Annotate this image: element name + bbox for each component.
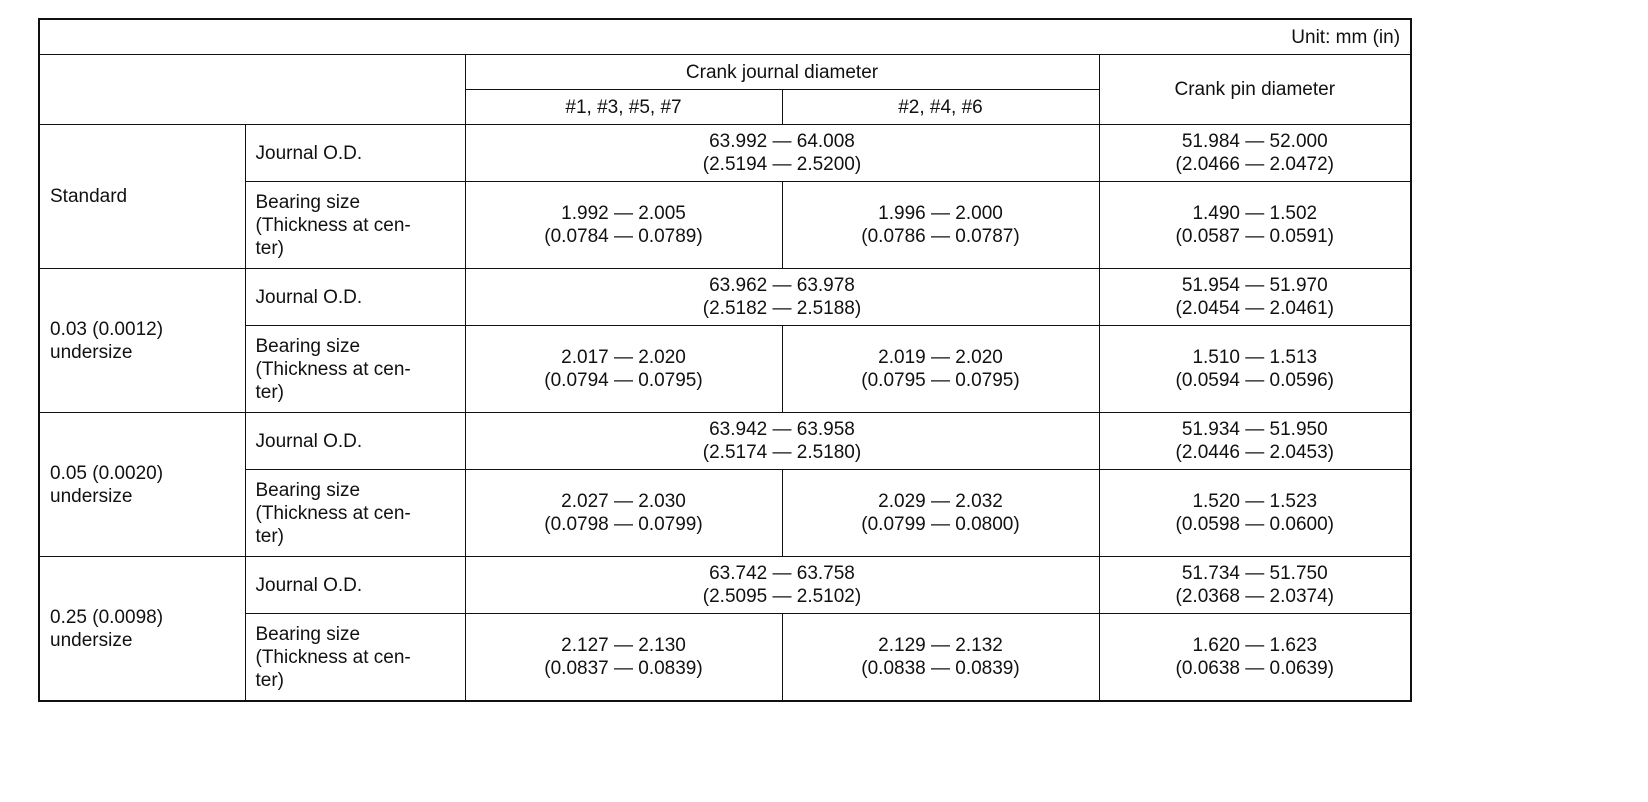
bearing-odd-value-line: (0.0794 — 0.0795) xyxy=(544,370,703,391)
header-row-1 xyxy=(39,55,1411,90)
bearing-even-value xyxy=(782,182,1099,269)
bearing-even-value-line: (0.0799 — 0.0800) xyxy=(861,514,1020,535)
journal-odd-header: #1, #3, #5, #7 xyxy=(465,90,782,125)
bearing-even-value-line: 2.029 — 2.032 xyxy=(878,491,1003,512)
bearing-even-value-line: 2.129 — 2.132 xyxy=(878,635,1003,656)
crank-pin-header: Crank pin diameter xyxy=(1099,55,1411,125)
bearing-even-value-line: (0.0838 — 0.0839) xyxy=(861,658,1020,679)
bearing-label-line: (Thickness at cen- xyxy=(255,214,411,236)
journal-od-value-line: (2.5182 — 2.5188) xyxy=(702,298,862,319)
bearing-odd-value-line: (0.0837 — 0.0839) xyxy=(544,658,703,679)
bearing-pin-value-line: 1.520 — 1.523 xyxy=(1192,491,1318,512)
bearing-label-line: ter) xyxy=(255,237,284,259)
pin-od-value xyxy=(1099,557,1411,614)
size-label-cell xyxy=(39,413,245,557)
bearing-even-value xyxy=(782,614,1099,702)
bearing-pin-value-line: 1.510 — 1.513 xyxy=(1192,347,1318,368)
bearing-size-label xyxy=(245,614,465,702)
journal-od-value-line: 63.742 — 63.758 xyxy=(709,563,855,584)
bearing-size-label xyxy=(245,326,465,413)
bearing-size-row xyxy=(39,182,1411,269)
pin-od-value xyxy=(1099,413,1411,470)
journal-od-value xyxy=(465,557,1099,614)
size-label-line: undersize xyxy=(50,629,133,651)
journal-od-value-line: (2.5194 — 2.5200) xyxy=(702,154,862,175)
pin-od-value-line: 51.734 — 51.750 xyxy=(1181,563,1328,584)
bearing-pin-value xyxy=(1099,326,1411,413)
journal-od-row xyxy=(39,557,1411,614)
bearing-pin-value-line: (0.0638 — 0.0639) xyxy=(1175,658,1334,679)
size-label-cell xyxy=(39,269,245,413)
bearing-odd-value-line: (0.0784 — 0.0789) xyxy=(544,226,703,247)
unit-label: Unit: mm (in) xyxy=(39,19,1411,55)
pin-od-value xyxy=(1099,125,1411,182)
bearing-label-line: ter) xyxy=(255,381,284,403)
bearing-label-line: Bearing size xyxy=(255,191,361,213)
journal-od-value-line: 63.962 — 63.978 xyxy=(709,275,855,296)
bearing-even-value-line: (0.0786 — 0.0787) xyxy=(861,226,1020,247)
journal-od-label: Journal O.D. xyxy=(245,557,465,614)
bearing-label-line: (Thickness at cen- xyxy=(255,502,411,524)
bearing-odd-value xyxy=(465,326,782,413)
journal-od-value-line: 63.942 — 63.958 xyxy=(709,419,855,440)
journal-even-header: #2, #4, #6 xyxy=(782,90,1099,125)
size-label-line: 0.03 (0.0012) xyxy=(50,318,164,340)
journal-od-label: Journal O.D. xyxy=(245,413,465,470)
bearing-odd-value-line: (0.0798 — 0.0799) xyxy=(544,514,703,535)
size-label-line: Standard xyxy=(50,186,128,207)
pin-od-value-line: (2.0446 — 2.0453) xyxy=(1175,442,1334,463)
bearing-label-line: (Thickness at cen- xyxy=(255,358,411,380)
bearing-even-value xyxy=(782,470,1099,557)
bearing-pin-value xyxy=(1099,470,1411,557)
bearing-label-line: Bearing size xyxy=(255,479,361,501)
pin-od-value xyxy=(1099,269,1411,326)
journal-od-row xyxy=(39,125,1411,182)
journal-od-row xyxy=(39,269,1411,326)
bearing-even-value-line: 2.019 — 2.020 xyxy=(878,347,1003,368)
unit-row xyxy=(39,19,1411,55)
journal-od-value-line: (2.5174 — 2.5180) xyxy=(702,442,862,463)
size-label-line: undersize xyxy=(50,341,133,363)
size-label-line: 0.25 (0.0098) xyxy=(50,606,164,628)
journal-od-row xyxy=(39,413,1411,470)
bearing-pin-value-line: (0.0587 — 0.0591) xyxy=(1175,226,1334,247)
journal-od-label: Journal O.D. xyxy=(245,269,465,326)
bearing-size-row xyxy=(39,470,1411,557)
bearing-pin-value-line: (0.0598 — 0.0600) xyxy=(1175,514,1334,535)
bearing-label-line: (Thickness at cen- xyxy=(255,646,411,668)
journal-od-value xyxy=(465,125,1099,182)
size-label-line: undersize xyxy=(50,485,133,507)
size-label-line: 0.05 (0.0020) xyxy=(50,462,164,484)
size-label-cell xyxy=(39,125,245,269)
journal-od-value xyxy=(465,413,1099,470)
bearing-pin-value xyxy=(1099,182,1411,269)
crank-journal-header: Crank journal diameter xyxy=(465,55,1099,90)
bearing-size-label xyxy=(245,182,465,269)
bearing-pin-value xyxy=(1099,614,1411,702)
bearing-odd-value-line: 1.992 — 2.005 xyxy=(561,203,686,224)
bearing-even-value xyxy=(782,326,1099,413)
bearing-odd-value xyxy=(465,470,782,557)
bearing-odd-value xyxy=(465,614,782,702)
crank-bearing-spec-table xyxy=(38,18,1412,702)
bearing-size-label xyxy=(245,470,465,557)
pin-od-value-line: 51.984 — 52.000 xyxy=(1181,131,1328,152)
bearing-label-line: Bearing size xyxy=(255,623,361,645)
journal-od-value-line: 63.992 — 64.008 xyxy=(709,131,855,152)
size-label-cell xyxy=(39,557,245,702)
bearing-even-value-line: (0.0795 — 0.0795) xyxy=(861,370,1020,391)
pin-od-value-line: (2.0454 — 2.0461) xyxy=(1175,298,1334,319)
bearing-pin-value-line: 1.620 — 1.623 xyxy=(1192,635,1318,656)
pin-od-value-line: 51.954 — 51.970 xyxy=(1181,275,1328,296)
bearing-odd-value-line: 2.127 — 2.130 xyxy=(561,635,686,656)
bearing-odd-value-line: 2.027 — 2.030 xyxy=(561,491,686,512)
header-blank-cell xyxy=(39,55,465,125)
journal-od-label: Journal O.D. xyxy=(245,125,465,182)
pin-od-value-line: 51.934 — 51.950 xyxy=(1181,419,1328,440)
bearing-label-line: Bearing size xyxy=(255,335,361,357)
pin-od-value-line: (2.0368 — 2.0374) xyxy=(1175,586,1334,607)
bearing-pin-value-line: 1.490 — 1.502 xyxy=(1192,203,1318,224)
pin-od-value-line: (2.0466 — 2.0472) xyxy=(1175,154,1334,175)
bearing-odd-value xyxy=(465,182,782,269)
journal-od-value xyxy=(465,269,1099,326)
bearing-even-value-line: 1.996 — 2.000 xyxy=(878,203,1003,224)
bearing-size-row xyxy=(39,614,1411,702)
journal-od-value-line: (2.5095 — 2.5102) xyxy=(702,586,862,607)
bearing-size-row xyxy=(39,326,1411,413)
bearing-label-line: ter) xyxy=(255,525,284,547)
bearing-odd-value-line: 2.017 — 2.020 xyxy=(561,347,686,368)
bearing-label-line: ter) xyxy=(255,669,284,691)
bearing-pin-value-line: (0.0594 — 0.0596) xyxy=(1175,370,1334,391)
